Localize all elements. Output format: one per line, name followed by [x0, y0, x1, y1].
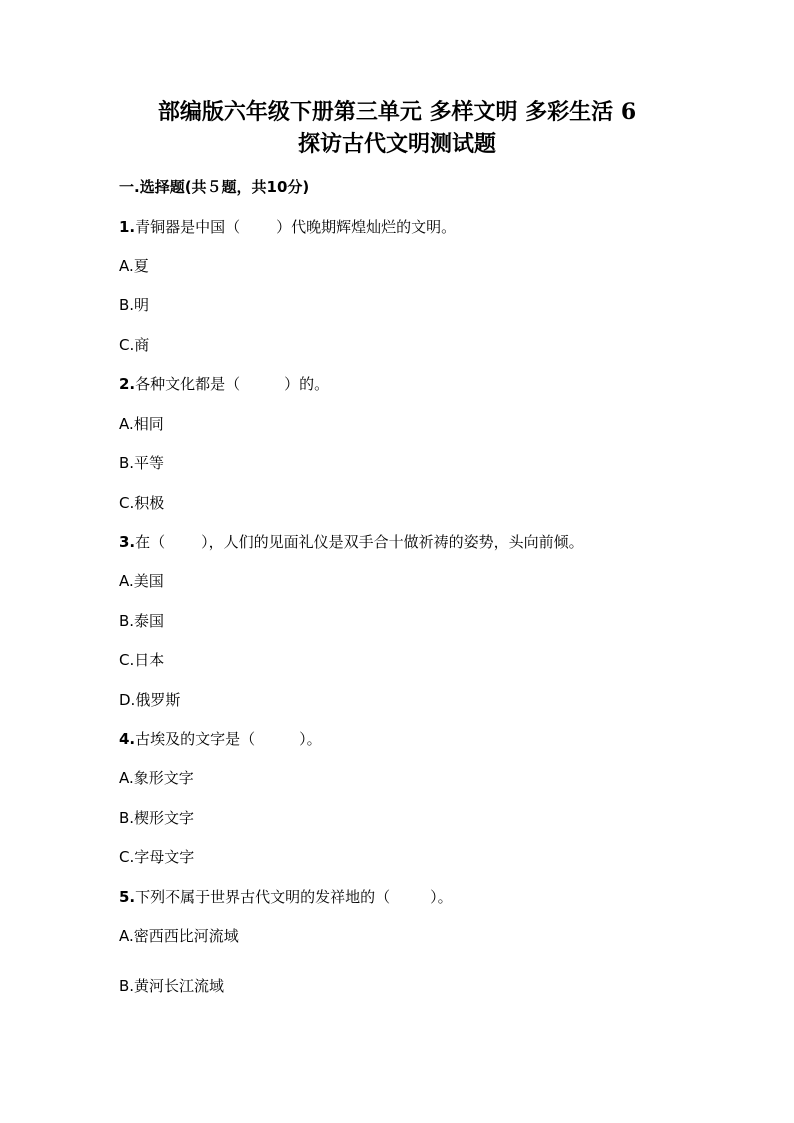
- question-text-after: ）。: [299, 730, 322, 748]
- question-2-option-c: C.积极: [119, 494, 165, 512]
- question-text-before: 在（: [135, 533, 166, 551]
- question-3: [119, 532, 584, 552]
- question-5-option-b: B.黄河长江流域: [119, 977, 225, 995]
- page-title-line-1: 部编版六年级下册第三单元 多样文明 多彩生活 6: [157, 99, 637, 125]
- question-1: [119, 217, 456, 237]
- question-text-after: ）的。: [284, 375, 330, 393]
- question-number: 1.: [119, 218, 136, 236]
- question-4-option-a: A.象形文字: [119, 769, 194, 787]
- question-2-option-a: A.相同: [119, 415, 164, 433]
- question-5-option-a: A.密西西比河流域: [119, 927, 239, 945]
- question-number: 4.: [119, 730, 136, 748]
- question-3-option-b: B.泰国: [119, 612, 165, 630]
- question-4: [119, 729, 322, 749]
- question-text-after: ）代晚期辉煌灿烂的文明。: [276, 218, 457, 236]
- question-text-before: 各种文化都是（: [135, 375, 241, 393]
- question-2-option-b: B.平等: [119, 454, 165, 472]
- question-number: 5.: [119, 888, 136, 906]
- question-text-before: 下列不属于世界古代文明的发祥地的（: [135, 888, 391, 906]
- page-title-line-2: 探访古代文明测试题: [297, 131, 496, 157]
- question-number: 2.: [119, 375, 136, 393]
- question-4-option-b: B.楔形文字: [119, 809, 195, 827]
- question-text-after: ），人们的见面礼仪是双手合十做祈祷的姿势，头向前倾。: [201, 533, 584, 551]
- question-text-before: 古埃及的文字是（: [135, 730, 256, 748]
- question-3-option-c: C.日本: [119, 651, 165, 669]
- question-1-option-b: B.明: [119, 296, 150, 314]
- question-number: 3.: [119, 533, 136, 551]
- question-4-option-c: C.字母文字: [119, 848, 195, 866]
- question-1-option-c: C.商: [119, 336, 150, 354]
- question-text-after: ）。: [430, 888, 453, 906]
- question-3-option-a: A.美国: [119, 572, 164, 590]
- question-text-before: 青铜器是中国（: [135, 218, 241, 236]
- section-heading: 一.选择题(共５题，共10分): [119, 178, 310, 196]
- question-3-option-d: D.俄罗斯: [119, 691, 181, 709]
- question-1-option-a: A.夏: [119, 257, 149, 275]
- question-2: [119, 374, 329, 394]
- question-5: [119, 887, 453, 907]
